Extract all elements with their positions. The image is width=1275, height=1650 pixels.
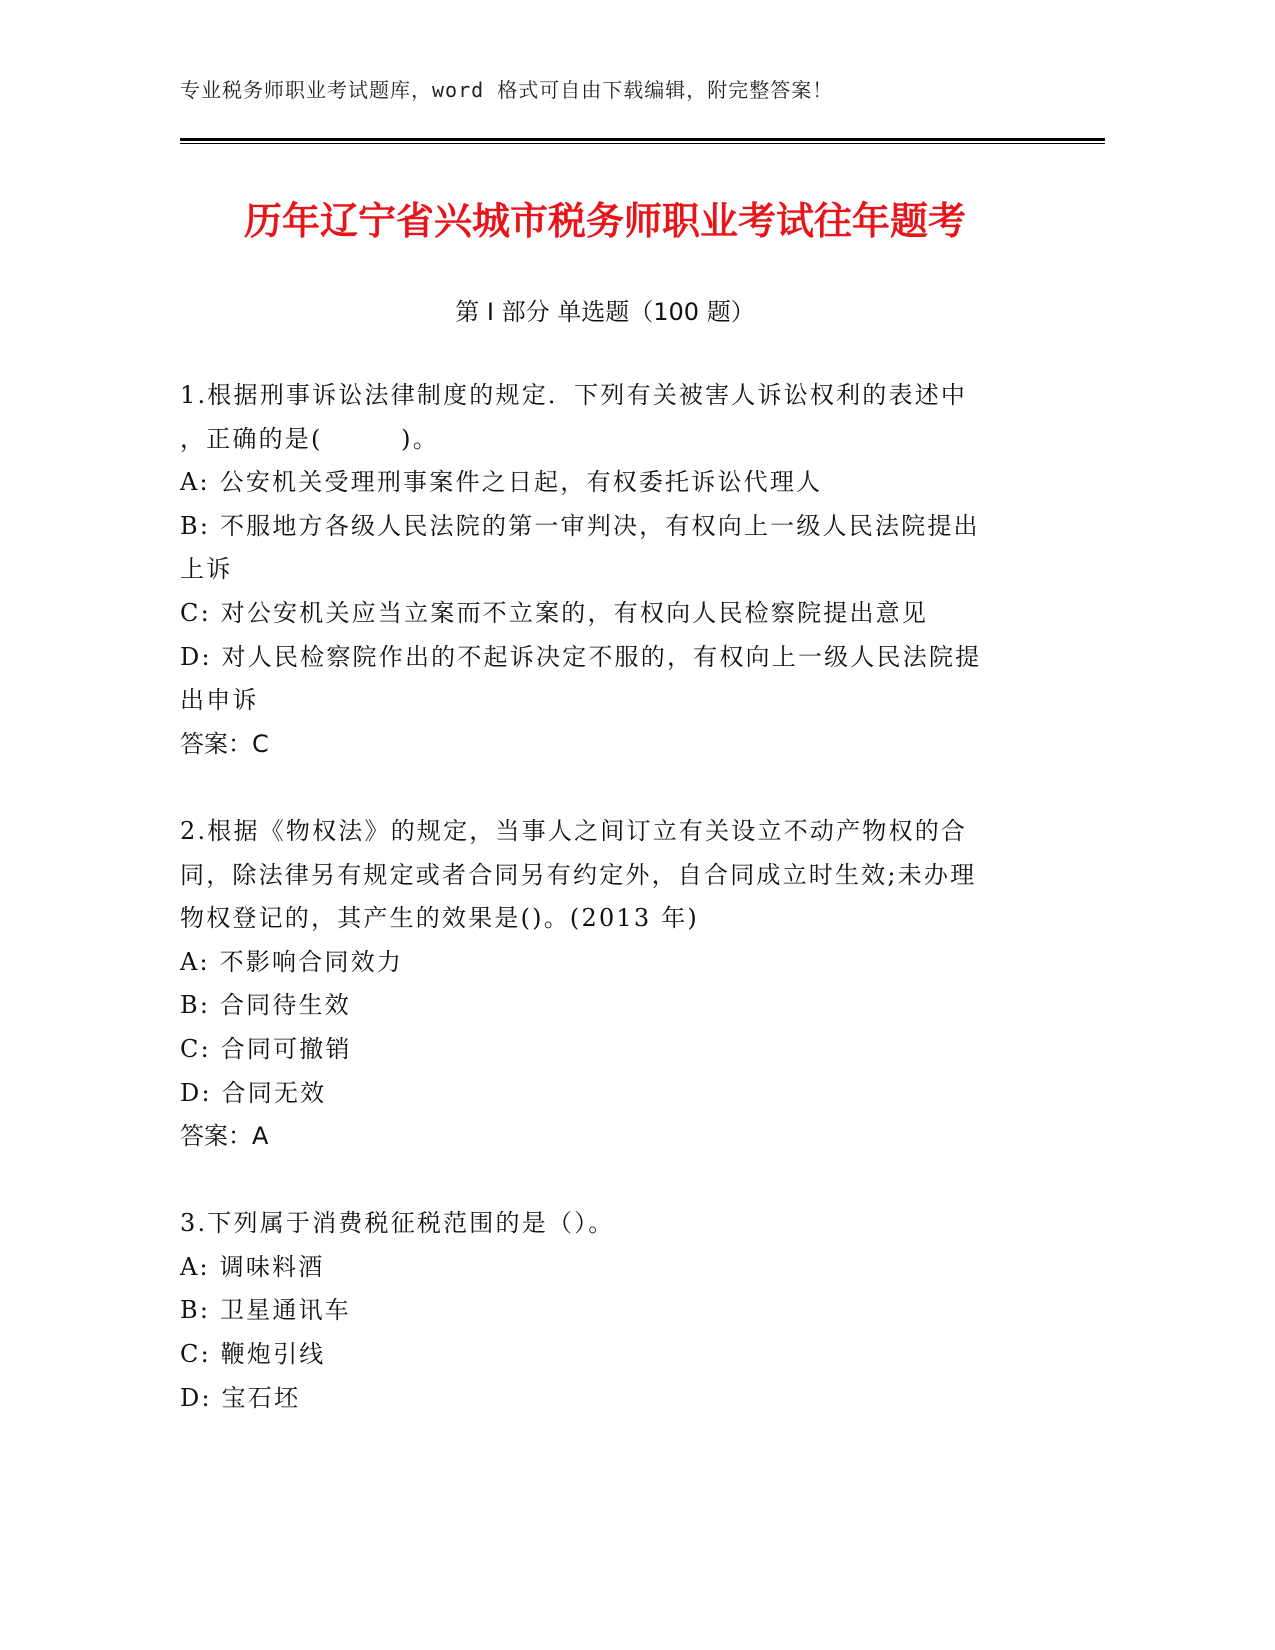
question-2-stem-line-2: 同，除法律另有规定或者合同另有约定外，自合同成立时生效;未办理: [180, 860, 977, 889]
question-3-option-c: C: 鞭炮引线: [180, 1340, 326, 1369]
question-2-answer: 答案：A: [180, 1122, 269, 1151]
question-1: [180, 374, 1030, 766]
question-1-option-c: C: 对公安机关应当立案而不立案的，有权向人民检察院提出意见: [180, 598, 929, 627]
question-1-answer: 答案：C: [180, 729, 269, 758]
question-1-stem-line-2: ，正确的是( )。: [180, 424, 439, 453]
question-list: [180, 374, 1030, 1464]
page-header: 专业税务师职业考试题库，word 格式可自由下载编辑，附完整答案！: [180, 78, 834, 102]
question-2-stem-line-3: 物权登记的，其产生的效果是()。(2013 年): [180, 904, 699, 933]
question-1-option-d: D: 对人民检察院作出的不起诉决定不服的，有权向上一级人民法院提 出申诉: [180, 642, 982, 715]
question-1-option-b: B: 不服地方各级人民法院的第一审判决，有权向上一级人民法院提出 上诉: [180, 511, 980, 584]
question-2-stem-line-1: 2.根据《物权法》的规定，当事人之间订立有关设立不动产物权的合: [180, 816, 968, 845]
question-3-option-a: A: 调味料酒: [180, 1252, 325, 1281]
header-rule-thick: [180, 138, 1105, 141]
header-rule-thin: [180, 143, 1105, 144]
question-2: [180, 810, 1030, 1159]
question-3-option-b: B: 卫星通讯车: [180, 1296, 351, 1325]
question-3-option-d: D: 宝石坯: [180, 1383, 301, 1412]
question-2-option-d: D: 合同无效: [180, 1078, 327, 1107]
question-3-stem-line-1: 3.下列属于消费税征税范围的是（）。: [180, 1209, 615, 1238]
question-2-option-a: A: 不影响合同效力: [180, 947, 404, 976]
question-1-option-a: A: 公安机关受理刑事案件之日起，有权委托诉讼代理人: [180, 468, 823, 497]
document-title: 历年辽宁省兴城市税务师职业考试往年题考: [243, 199, 966, 243]
question-2-option-c: C: 合同可撤销: [180, 1034, 352, 1063]
question-1-stem-line-1: 1.根据刑事诉讼法律制度的规定．下列有关被害人诉讼权利的表述中: [180, 381, 968, 409]
question-3: [180, 1202, 1030, 1420]
question-2-option-b: B: 合同待生效: [180, 991, 351, 1020]
section-title: 第 I 部分 单选题（100 题）: [455, 298, 755, 326]
